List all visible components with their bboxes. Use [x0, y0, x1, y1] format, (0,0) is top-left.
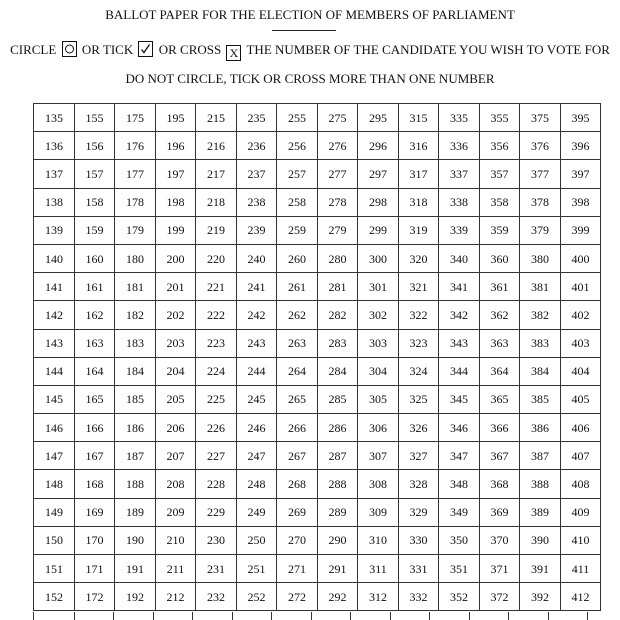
candidate-number-cell[interactable]: 390 — [520, 526, 561, 554]
candidate-number-cell[interactable]: 157 — [75, 160, 115, 188]
candidate-number-cell[interactable]: 188 — [115, 470, 156, 498]
ballot-row — [34, 555, 601, 583]
candidate-number-cell[interactable]: 144 — [34, 357, 75, 385]
candidate-number-cell[interactable]: 363 — [480, 329, 520, 357]
candidate-number-cell[interactable]: 381 — [520, 273, 561, 301]
candidate-number-cell[interactable]: 239 — [237, 216, 277, 244]
ballot-row — [34, 385, 601, 413]
candidate-number-cell[interactable]: 298 — [358, 188, 399, 216]
candidate-number-cell[interactable]: 368 — [480, 470, 520, 498]
candidate-number-cell[interactable]: 338 — [439, 188, 480, 216]
candidate-number-cell[interactable]: 229 — [196, 498, 237, 526]
candidate-number-cell[interactable]: 141 — [34, 273, 75, 301]
candidate-number-cell[interactable]: 189 — [115, 498, 156, 526]
candidate-number-cell[interactable]: 151 — [34, 555, 75, 583]
candidate-number-cell[interactable]: 155 — [75, 104, 115, 132]
candidate-number-cell[interactable]: 176 — [115, 132, 156, 160]
candidate-number-cell[interactable]: 344 — [439, 357, 480, 385]
candidate-number-cell[interactable]: 225 — [196, 385, 237, 413]
candidate-number-cell[interactable]: 235 — [237, 104, 277, 132]
candidate-number-cell[interactable]: 150 — [34, 526, 75, 554]
candidate-number-cell[interactable]: 205 — [156, 385, 196, 413]
candidate-number-cell[interactable]: 191 — [115, 555, 156, 583]
candidate-number-cell[interactable]: 161 — [75, 273, 115, 301]
candidate-number-cell[interactable]: 379 — [520, 216, 561, 244]
grid-continuation-line — [192, 612, 193, 620]
candidate-number-cell[interactable]: 281 — [318, 273, 358, 301]
candidate-number-cell[interactable]: 336 — [439, 132, 480, 160]
candidate-number-cell[interactable]: 340 — [439, 244, 480, 272]
circle-mark-icon — [62, 41, 77, 57]
ballot-row — [34, 583, 601, 611]
candidate-number-cell[interactable]: 369 — [480, 498, 520, 526]
candidate-number-cell[interactable]: 224 — [196, 357, 237, 385]
grid-continuation-line — [74, 612, 75, 620]
tick-mark-icon — [138, 41, 153, 57]
grid-continuation-line — [311, 612, 312, 620]
candidate-number-cell[interactable]: 312 — [358, 583, 399, 611]
candidate-number-cell[interactable]: 365 — [480, 385, 520, 413]
candidate-number-cell[interactable]: 259 — [277, 216, 318, 244]
candidate-number-cell[interactable]: 357 — [480, 160, 520, 188]
candidate-number-cell[interactable]: 306 — [358, 414, 399, 442]
candidate-number-cell[interactable]: 171 — [75, 555, 115, 583]
grid-continuation-line — [587, 612, 588, 620]
candidate-number-cell[interactable]: 412 — [561, 583, 601, 611]
candidate-number-cell[interactable]: 251 — [237, 555, 277, 583]
candidate-number-cell[interactable]: 343 — [439, 329, 480, 357]
candidate-number-cell[interactable]: 215 — [196, 104, 237, 132]
candidate-number-cell[interactable]: 403 — [561, 329, 601, 357]
candidate-number-cell[interactable]: 222 — [196, 301, 237, 329]
candidate-number-cell[interactable]: 323 — [399, 329, 439, 357]
candidate-number-cell[interactable]: 137 — [34, 160, 75, 188]
ballot-title: BALLOT PAPER FOR THE ELECTION OF MEMBERS OF PARLIAMENT — [105, 7, 515, 22]
single-vote-warning: DO NOT CIRCLE, TICK OR CROSS MORE THAN ONE NUMBER — [125, 71, 495, 86]
candidate-number-cell[interactable]: 248 — [237, 470, 277, 498]
candidate-number-cell[interactable]: 327 — [399, 442, 439, 470]
ballot-row — [34, 273, 601, 301]
candidate-number-cell[interactable]: 316 — [399, 132, 439, 160]
grid-continuation-line — [469, 612, 470, 620]
candidate-number-cell[interactable]: 287 — [318, 442, 358, 470]
candidate-number-cell[interactable]: 262 — [277, 301, 318, 329]
candidate-number-cell[interactable]: 282 — [318, 301, 358, 329]
candidate-number-cell[interactable]: 243 — [237, 329, 277, 357]
candidate-number-cell[interactable]: 231 — [196, 555, 237, 583]
candidate-number-cell[interactable]: 212 — [156, 583, 196, 611]
candidate-number-cell[interactable]: 249 — [237, 498, 277, 526]
grid-continuation-line — [548, 612, 549, 620]
candidate-number-cell[interactable]: 252 — [237, 583, 277, 611]
grid-continuation-line — [153, 612, 154, 620]
candidate-number-cell[interactable]: 384 — [520, 357, 561, 385]
candidate-number-cell[interactable]: 392 — [520, 583, 561, 611]
candidate-number-cell[interactable]: 206 — [156, 414, 196, 442]
candidate-number-cell[interactable]: 304 — [358, 357, 399, 385]
candidate-number-cell[interactable]: 268 — [277, 470, 318, 498]
candidate-number-cell[interactable]: 396 — [561, 132, 601, 160]
candidate-number-cell[interactable]: 238 — [237, 188, 277, 216]
candidate-number-cell[interactable]: 301 — [358, 273, 399, 301]
candidate-number-cell[interactable]: 299 — [358, 216, 399, 244]
candidate-number-cell[interactable]: 391 — [520, 555, 561, 583]
candidate-number-cell[interactable]: 178 — [115, 188, 156, 216]
candidate-number-cell[interactable]: 187 — [115, 442, 156, 470]
candidate-number-cell[interactable]: 375 — [520, 104, 561, 132]
candidate-number-cell[interactable]: 317 — [399, 160, 439, 188]
candidate-number-cell[interactable]: 329 — [399, 498, 439, 526]
candidate-number-cell[interactable]: 302 — [358, 301, 399, 329]
ballot-row — [34, 188, 601, 216]
candidate-number-cell[interactable]: 270 — [277, 526, 318, 554]
candidate-number-cell[interactable]: 204 — [156, 357, 196, 385]
candidate-number-cell[interactable]: 305 — [358, 385, 399, 413]
candidate-number-cell[interactable]: 223 — [196, 329, 237, 357]
candidate-number-cell[interactable]: 380 — [520, 244, 561, 272]
candidate-number-cell[interactable]: 272 — [277, 583, 318, 611]
candidate-number-cell[interactable]: 140 — [34, 244, 75, 272]
candidate-number-cell[interactable]: 278 — [318, 188, 358, 216]
ballot-row — [34, 357, 601, 385]
candidate-number-cell[interactable]: 405 — [561, 385, 601, 413]
candidate-number-cell[interactable]: 203 — [156, 329, 196, 357]
candidate-number-cell[interactable]: 230 — [196, 526, 237, 554]
candidate-number-cell[interactable]: 236 — [237, 132, 277, 160]
candidate-number-cell[interactable]: 246 — [237, 414, 277, 442]
candidate-number-cell[interactable]: 135 — [34, 104, 75, 132]
candidate-number-cell[interactable]: 190 — [115, 526, 156, 554]
grid-continuation — [33, 612, 594, 620]
candidate-number-cell[interactable]: 258 — [277, 188, 318, 216]
candidate-number-cell[interactable]: 324 — [399, 357, 439, 385]
candidate-number-cell[interactable]: 318 — [399, 188, 439, 216]
ballot-row — [34, 160, 601, 188]
grid-continuation-line — [350, 612, 351, 620]
candidate-number-cell[interactable]: 332 — [399, 583, 439, 611]
candidate-number-cell[interactable]: 221 — [196, 273, 237, 301]
candidate-number-cell[interactable]: 183 — [115, 329, 156, 357]
candidate-number-cell[interactable]: 286 — [318, 414, 358, 442]
candidate-number-cell[interactable]: 242 — [237, 301, 277, 329]
candidate-number-cell[interactable]: 382 — [520, 301, 561, 329]
candidate-number-cell[interactable]: 280 — [318, 244, 358, 272]
candidate-number-cell[interactable]: 218 — [196, 188, 237, 216]
candidate-number-cell[interactable]: 247 — [237, 442, 277, 470]
candidate-number-cell[interactable]: 168 — [75, 470, 115, 498]
candidate-number-cell[interactable]: 341 — [439, 273, 480, 301]
candidate-number-cell[interactable]: 202 — [156, 301, 196, 329]
candidate-number-cell[interactable]: 345 — [439, 385, 480, 413]
candidate-number-cell[interactable]: 152 — [34, 583, 75, 611]
candidate-number-cell[interactable]: 326 — [399, 414, 439, 442]
candidate-number-cell[interactable]: 362 — [480, 301, 520, 329]
candidate-number-cell[interactable]: 315 — [399, 104, 439, 132]
candidate-number-cell[interactable]: 266 — [277, 414, 318, 442]
candidate-number-cell[interactable]: 407 — [561, 442, 601, 470]
candidate-number-cell[interactable]: 395 — [561, 104, 601, 132]
candidate-number-cell[interactable]: 138 — [34, 188, 75, 216]
candidate-number-cell[interactable]: 160 — [75, 244, 115, 272]
ballot-row — [34, 470, 601, 498]
grid-continuation-line — [390, 612, 391, 620]
candidate-number-cell[interactable]: 199 — [156, 216, 196, 244]
candidate-number-cell[interactable]: 219 — [196, 216, 237, 244]
candidate-number-cell[interactable]: 166 — [75, 414, 115, 442]
candidate-number-cell[interactable]: 227 — [196, 442, 237, 470]
candidate-number-cell[interactable]: 351 — [439, 555, 480, 583]
candidate-number-cell[interactable]: 265 — [277, 385, 318, 413]
candidate-number-cell[interactable]: 342 — [439, 301, 480, 329]
candidate-number-cell[interactable]: 401 — [561, 273, 601, 301]
candidate-number-cell[interactable]: 292 — [318, 583, 358, 611]
candidate-number-cell[interactable]: 159 — [75, 216, 115, 244]
candidate-number-cell[interactable]: 177 — [115, 160, 156, 188]
candidate-number-cell[interactable]: 146 — [34, 414, 75, 442]
candidate-number-cell[interactable]: 360 — [480, 244, 520, 272]
candidate-number-cell[interactable]: 139 — [34, 216, 75, 244]
candidate-number-cell[interactable]: 385 — [520, 385, 561, 413]
candidate-number-cell[interactable]: 169 — [75, 498, 115, 526]
instruction-circle-text: CIRCLE — [10, 42, 57, 57]
candidate-number-cell[interactable]: 145 — [34, 385, 75, 413]
title-underline — [272, 30, 336, 31]
grid-continuation-line — [113, 612, 114, 620]
candidate-number-cell[interactable]: 261 — [277, 273, 318, 301]
candidate-number-cell[interactable]: 149 — [34, 498, 75, 526]
candidate-number-cell[interactable]: 288 — [318, 470, 358, 498]
candidate-number-cell[interactable]: 370 — [480, 526, 520, 554]
ballot-row — [34, 498, 601, 526]
candidate-number-cell[interactable]: 311 — [358, 555, 399, 583]
candidate-number-cell[interactable]: 200 — [156, 244, 196, 272]
candidate-number-cell[interactable]: 376 — [520, 132, 561, 160]
candidate-number-cell[interactable]: 303 — [358, 329, 399, 357]
candidate-number-cell[interactable]: 389 — [520, 498, 561, 526]
candidate-number-cell[interactable]: 228 — [196, 470, 237, 498]
candidate-number-cell[interactable]: 279 — [318, 216, 358, 244]
candidate-number-cell[interactable]: 322 — [399, 301, 439, 329]
candidate-number-cell[interactable]: 260 — [277, 244, 318, 272]
candidate-number-cell[interactable]: 186 — [115, 414, 156, 442]
candidate-number-cell[interactable]: 399 — [561, 216, 601, 244]
candidate-number-cell[interactable]: 350 — [439, 526, 480, 554]
candidate-number-cell[interactable]: 371 — [480, 555, 520, 583]
candidate-number-cell[interactable]: 197 — [156, 160, 196, 188]
candidate-number-cell[interactable]: 244 — [237, 357, 277, 385]
candidate-number-cell[interactable]: 142 — [34, 301, 75, 329]
candidate-number-cell[interactable]: 377 — [520, 160, 561, 188]
candidate-number-cell[interactable]: 349 — [439, 498, 480, 526]
candidate-number-cell[interactable]: 289 — [318, 498, 358, 526]
candidate-number-cell[interactable]: 250 — [237, 526, 277, 554]
candidate-number-cell[interactable]: 276 — [318, 132, 358, 160]
candidate-number-cell[interactable]: 359 — [480, 216, 520, 244]
instruction-tick-text: OR TICK — [81, 42, 134, 57]
candidate-number-cell[interactable]: 409 — [561, 498, 601, 526]
candidate-number-cell[interactable]: 136 — [34, 132, 75, 160]
candidate-number-cell[interactable]: 406 — [561, 414, 601, 442]
candidate-number-cell[interactable]: 309 — [358, 498, 399, 526]
candidate-number-cell[interactable]: 284 — [318, 357, 358, 385]
candidate-number-cell[interactable]: 367 — [480, 442, 520, 470]
ballot-row — [34, 216, 601, 244]
candidate-number-cell[interactable]: 170 — [75, 526, 115, 554]
candidate-number-cell[interactable]: 201 — [156, 273, 196, 301]
candidate-number-cell[interactable]: 240 — [237, 244, 277, 272]
candidate-number-cell[interactable]: 181 — [115, 273, 156, 301]
candidate-number-cell[interactable]: 397 — [561, 160, 601, 188]
grid-continuation-line — [429, 612, 430, 620]
candidate-number-cell[interactable]: 325 — [399, 385, 439, 413]
candidate-number-cell[interactable]: 290 — [318, 526, 358, 554]
candidate-number-cell[interactable]: 411 — [561, 555, 601, 583]
candidate-number-cell[interactable]: 348 — [439, 470, 480, 498]
candidate-number-cell[interactable]: 277 — [318, 160, 358, 188]
candidate-number-cell[interactable]: 195 — [156, 104, 196, 132]
candidate-number-cell[interactable]: 185 — [115, 385, 156, 413]
candidate-number-cell[interactable]: 388 — [520, 470, 561, 498]
candidate-number-cell[interactable]: 241 — [237, 273, 277, 301]
candidate-number-cell[interactable]: 372 — [480, 583, 520, 611]
candidate-number-cell[interactable]: 156 — [75, 132, 115, 160]
candidate-number-cell[interactable]: 408 — [561, 470, 601, 498]
candidate-number-cell[interactable]: 209 — [156, 498, 196, 526]
candidate-number-cell[interactable]: 386 — [520, 414, 561, 442]
candidate-number-cell[interactable]: 245 — [237, 385, 277, 413]
candidate-number-cell[interactable]: 307 — [358, 442, 399, 470]
candidate-number-cell[interactable]: 410 — [561, 526, 601, 554]
candidate-number-cell[interactable]: 402 — [561, 301, 601, 329]
candidate-number-cell[interactable]: 269 — [277, 498, 318, 526]
candidate-number-cell[interactable]: 364 — [480, 357, 520, 385]
candidate-number-cell[interactable]: 264 — [277, 357, 318, 385]
candidate-number-cell[interactable]: 400 — [561, 244, 601, 272]
candidate-number-grid — [33, 103, 601, 611]
candidate-number-cell[interactable]: 255 — [277, 104, 318, 132]
candidate-number-cell[interactable]: 198 — [156, 188, 196, 216]
candidate-number-cell[interactable]: 165 — [75, 385, 115, 413]
candidate-number-cell[interactable]: 331 — [399, 555, 439, 583]
candidate-number-cell[interactable]: 184 — [115, 357, 156, 385]
candidate-number-cell[interactable]: 180 — [115, 244, 156, 272]
candidate-number-cell[interactable]: 320 — [399, 244, 439, 272]
candidate-number-cell[interactable]: 366 — [480, 414, 520, 442]
candidate-number-cell[interactable]: 147 — [34, 442, 75, 470]
candidate-number-cell[interactable]: 217 — [196, 160, 237, 188]
ballot-row — [34, 104, 601, 132]
candidate-number-cell[interactable]: 164 — [75, 357, 115, 385]
candidate-number-cell[interactable]: 283 — [318, 329, 358, 357]
candidate-number-cell[interactable]: 226 — [196, 414, 237, 442]
candidate-number-cell[interactable]: 220 — [196, 244, 237, 272]
candidate-number-cell[interactable]: 211 — [156, 555, 196, 583]
ballot-row — [34, 329, 601, 357]
candidate-number-cell[interactable]: 216 — [196, 132, 237, 160]
candidate-number-cell[interactable]: 300 — [358, 244, 399, 272]
candidate-number-cell[interactable]: 346 — [439, 414, 480, 442]
candidate-number-cell[interactable]: 356 — [480, 132, 520, 160]
candidate-number-cell[interactable]: 182 — [115, 301, 156, 329]
voting-instruction — [0, 41, 620, 61]
candidate-number-cell[interactable]: 352 — [439, 583, 480, 611]
candidate-number-cell[interactable]: 358 — [480, 188, 520, 216]
candidate-number-cell[interactable]: 328 — [399, 470, 439, 498]
grid-continuation-line — [271, 612, 272, 620]
candidate-number-cell[interactable]: 256 — [277, 132, 318, 160]
ballot-row — [34, 414, 601, 442]
candidate-number-cell[interactable]: 257 — [277, 160, 318, 188]
candidate-number-cell[interactable]: 148 — [34, 470, 75, 498]
candidate-number-cell[interactable]: 383 — [520, 329, 561, 357]
instruction-rest-text: THE NUMBER OF THE CANDIDATE YOU WISH TO VOTE FOR — [246, 42, 610, 57]
candidate-number-cell[interactable]: 163 — [75, 329, 115, 357]
candidate-number-cell[interactable]: 175 — [115, 104, 156, 132]
candidate-number-cell[interactable]: 337 — [439, 160, 480, 188]
ballot-row — [34, 526, 601, 554]
candidate-number-cell[interactable]: 179 — [115, 216, 156, 244]
candidate-number-cell[interactable]: 296 — [358, 132, 399, 160]
candidate-number-cell[interactable]: 208 — [156, 470, 196, 498]
candidate-number-cell[interactable]: 295 — [358, 104, 399, 132]
candidate-number-cell[interactable]: 355 — [480, 104, 520, 132]
candidate-number-cell[interactable]: 207 — [156, 442, 196, 470]
candidate-number-cell[interactable]: 232 — [196, 583, 237, 611]
candidate-number-cell[interactable]: 378 — [520, 188, 561, 216]
candidate-number-cell[interactable]: 387 — [520, 442, 561, 470]
grid-continuation-line — [508, 612, 509, 620]
candidate-number-cell[interactable]: 196 — [156, 132, 196, 160]
candidate-number-cell[interactable]: 143 — [34, 329, 75, 357]
candidate-number-cell[interactable]: 347 — [439, 442, 480, 470]
candidate-number-cell[interactable]: 335 — [439, 104, 480, 132]
ballot-row — [34, 132, 601, 160]
candidate-number-cell[interactable]: 398 — [561, 188, 601, 216]
candidate-number-cell[interactable]: 167 — [75, 442, 115, 470]
candidate-number-cell[interactable]: 361 — [480, 273, 520, 301]
candidate-number-cell[interactable]: 275 — [318, 104, 358, 132]
candidate-number-cell[interactable]: 339 — [439, 216, 480, 244]
candidate-number-cell[interactable]: 172 — [75, 583, 115, 611]
candidate-number-cell[interactable]: 330 — [399, 526, 439, 554]
candidate-number-cell[interactable]: 267 — [277, 442, 318, 470]
ballot-row — [34, 244, 601, 272]
candidate-number-cell[interactable]: 404 — [561, 357, 601, 385]
candidate-number-cell[interactable]: 321 — [399, 273, 439, 301]
candidate-number-cell[interactable]: 210 — [156, 526, 196, 554]
candidate-number-cell[interactable]: 162 — [75, 301, 115, 329]
candidate-number-cell[interactable]: 297 — [358, 160, 399, 188]
candidate-number-cell[interactable]: 271 — [277, 555, 318, 583]
cross-mark-icon: X — [226, 45, 241, 61]
ballot-row — [34, 301, 601, 329]
grid-continuation-line — [232, 612, 233, 620]
instruction-cross-text: OR CROSS — [158, 42, 222, 57]
ballot-row — [34, 442, 601, 470]
candidate-number-cell[interactable]: 291 — [318, 555, 358, 583]
candidate-number-cell[interactable]: 310 — [358, 526, 399, 554]
candidate-number-cell[interactable]: 263 — [277, 329, 318, 357]
candidate-number-cell[interactable]: 192 — [115, 583, 156, 611]
candidate-number-cell[interactable]: 285 — [318, 385, 358, 413]
candidate-number-cell[interactable]: 319 — [399, 216, 439, 244]
candidate-number-cell[interactable]: 158 — [75, 188, 115, 216]
candidate-number-cell[interactable]: 308 — [358, 470, 399, 498]
candidate-number-cell[interactable]: 237 — [237, 160, 277, 188]
